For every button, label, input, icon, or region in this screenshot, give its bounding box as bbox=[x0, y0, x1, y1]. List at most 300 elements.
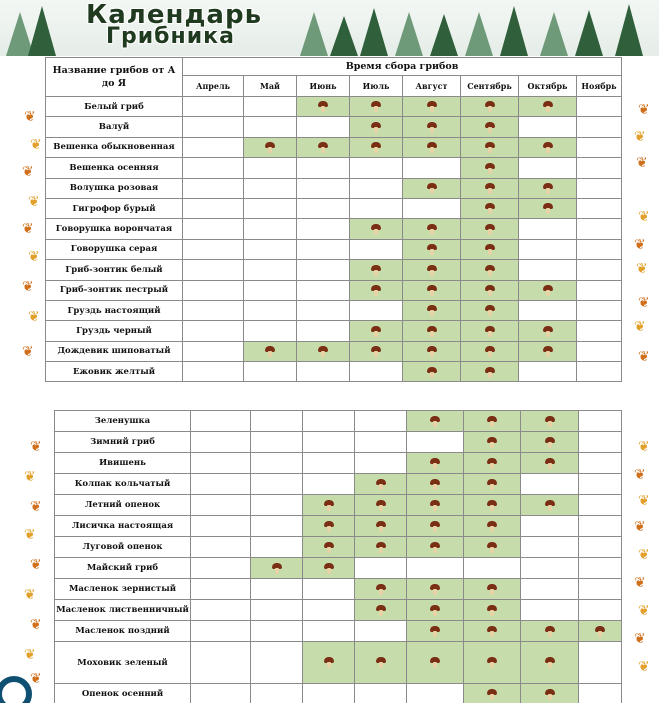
season-cell-active bbox=[464, 621, 521, 642]
season-cell-active bbox=[407, 474, 464, 495]
mushroom-name: Майский гриб bbox=[55, 558, 191, 579]
mushroom-icon bbox=[543, 346, 553, 357]
mushroom-name: Колпак кольчатый bbox=[55, 474, 191, 495]
season-cell-active bbox=[350, 97, 403, 117]
season-cell bbox=[191, 600, 251, 621]
season-cell bbox=[519, 158, 577, 178]
season-cell-active bbox=[350, 321, 403, 341]
season-cell-active bbox=[350, 341, 403, 361]
season-cell-active bbox=[403, 280, 461, 300]
season-cell bbox=[577, 321, 622, 341]
season-cell bbox=[350, 300, 403, 320]
table-row bbox=[46, 178, 622, 198]
mushroom-icon bbox=[487, 500, 497, 511]
mushroom-icon bbox=[272, 563, 282, 574]
season-cell-active bbox=[350, 260, 403, 280]
season-cell-active bbox=[407, 642, 464, 684]
mushroom-icon bbox=[427, 122, 437, 133]
season-cell bbox=[350, 158, 403, 178]
season-cell-active bbox=[461, 239, 519, 259]
mushroom-name: Масленок зернистый bbox=[55, 579, 191, 600]
mushroom-icon bbox=[427, 346, 437, 357]
season-cell bbox=[244, 117, 297, 137]
season-cell bbox=[251, 453, 303, 474]
month-header: Июнь bbox=[297, 76, 350, 97]
season-cell-active bbox=[464, 432, 521, 453]
mushroom-icon bbox=[427, 285, 437, 296]
season-cell bbox=[407, 558, 464, 579]
season-cell bbox=[521, 558, 579, 579]
mushroom-icon bbox=[376, 657, 386, 668]
season-cell bbox=[355, 558, 407, 579]
autumn-leaf-icon: ❦ bbox=[638, 659, 650, 675]
autumn-leaf-icon: ❦ bbox=[30, 439, 42, 455]
autumn-leaf-icon: ❦ bbox=[638, 295, 650, 311]
season-cell bbox=[297, 260, 350, 280]
title-line-2: Грибника bbox=[106, 24, 235, 49]
season-cell-active bbox=[464, 600, 521, 621]
season-cell-active bbox=[464, 537, 521, 558]
mushroom-icon bbox=[427, 244, 437, 255]
mushroom-icon bbox=[485, 122, 495, 133]
season-cell-active bbox=[303, 558, 355, 579]
autumn-leaf-icon: ❦ bbox=[634, 129, 646, 145]
autumn-leaf-icon: ❦ bbox=[22, 164, 34, 180]
season-cell-active bbox=[519, 198, 577, 218]
mushroom-name: Говорушка ворончатая bbox=[46, 219, 183, 239]
autumn-leaf-icon: ❦ bbox=[638, 547, 650, 563]
season-cell bbox=[519, 260, 577, 280]
autumn-leaf-icon: ❦ bbox=[24, 469, 36, 485]
season-cell bbox=[577, 158, 622, 178]
season-cell bbox=[183, 300, 244, 320]
table-row bbox=[46, 260, 622, 280]
season-cell-active bbox=[461, 321, 519, 341]
mushroom-icon bbox=[427, 326, 437, 337]
autumn-leaf-icon: ❦ bbox=[634, 575, 646, 591]
season-cell bbox=[464, 558, 521, 579]
month-header: Июль bbox=[350, 76, 403, 97]
mushroom-icon bbox=[545, 689, 555, 700]
season-cell bbox=[191, 453, 251, 474]
autumn-leaf-icon: ❦ bbox=[636, 155, 648, 171]
mushroom-table-1 bbox=[45, 57, 622, 382]
season-cell-active bbox=[350, 280, 403, 300]
season-cell bbox=[297, 300, 350, 320]
table-row bbox=[46, 198, 622, 218]
season-cell bbox=[579, 411, 622, 432]
mushroom-icon bbox=[324, 500, 334, 511]
title-line-1: Календарь bbox=[86, 0, 263, 30]
season-cell bbox=[579, 516, 622, 537]
mushroom-name: Зимний гриб bbox=[55, 432, 191, 453]
autumn-leaf-icon: ❦ bbox=[638, 493, 650, 509]
calendar-title bbox=[86, 0, 263, 49]
season-cell bbox=[579, 432, 622, 453]
mushroom-icon bbox=[485, 183, 495, 194]
autumn-leaf-icon: ❦ bbox=[638, 439, 650, 455]
season-cell bbox=[579, 453, 622, 474]
mushroom-icon bbox=[371, 285, 381, 296]
season-cell-active bbox=[521, 432, 579, 453]
season-cell bbox=[579, 642, 622, 684]
autumn-leaf-icon: ❦ bbox=[638, 102, 650, 118]
season-cell bbox=[519, 300, 577, 320]
mushroom-icon bbox=[427, 305, 437, 316]
season-cell bbox=[191, 621, 251, 642]
mushroom-icon bbox=[543, 203, 553, 214]
autumn-leaf-icon: ❦ bbox=[24, 109, 36, 125]
mushroom-icon bbox=[376, 542, 386, 553]
season-cell bbox=[183, 239, 244, 259]
autumn-leaf-icon: ❦ bbox=[638, 603, 650, 619]
season-cell-active bbox=[407, 495, 464, 516]
mushroom-icon bbox=[430, 458, 440, 469]
mushroom-icon bbox=[430, 626, 440, 637]
mushroom-icon bbox=[371, 326, 381, 337]
season-cell-active bbox=[355, 495, 407, 516]
season-cell bbox=[191, 516, 251, 537]
season-cell bbox=[183, 117, 244, 137]
mushroom-icon bbox=[265, 346, 275, 357]
season-cell-active bbox=[244, 341, 297, 361]
season-cell bbox=[303, 453, 355, 474]
mushroom-icon bbox=[543, 101, 553, 112]
mushroom-icon bbox=[430, 416, 440, 427]
name-column-header: Название грибов от А до Я bbox=[46, 58, 183, 97]
table-row bbox=[55, 453, 622, 474]
season-cell-active bbox=[403, 239, 461, 259]
season-cell bbox=[577, 137, 622, 157]
season-cell bbox=[297, 280, 350, 300]
season-cell bbox=[251, 537, 303, 558]
month-header: Сентябрь bbox=[461, 76, 519, 97]
season-cell-active bbox=[461, 178, 519, 198]
season-cell-active bbox=[407, 453, 464, 474]
season-cell-active bbox=[464, 642, 521, 684]
season-cell-active bbox=[355, 537, 407, 558]
mushroom-icon bbox=[545, 437, 555, 448]
season-cell-active bbox=[403, 137, 461, 157]
mushroom-icon bbox=[487, 479, 497, 490]
table-row bbox=[55, 432, 622, 453]
season-cell bbox=[251, 579, 303, 600]
autumn-leaf-icon: ❦ bbox=[30, 557, 42, 573]
mushroom-icon bbox=[485, 265, 495, 276]
season-cell bbox=[577, 362, 622, 382]
autumn-leaf-icon: ❦ bbox=[634, 631, 646, 647]
mushroom-icon bbox=[545, 416, 555, 427]
table-row bbox=[46, 362, 622, 382]
mushroom-name: Вешенка обыкновенная bbox=[46, 137, 183, 157]
autumn-leaf-icon: ❦ bbox=[638, 209, 650, 225]
table-row bbox=[55, 495, 622, 516]
season-cell bbox=[521, 600, 579, 621]
season-cell bbox=[251, 495, 303, 516]
season-cell bbox=[577, 219, 622, 239]
season-cell bbox=[579, 600, 622, 621]
season-cell bbox=[355, 453, 407, 474]
season-cell bbox=[191, 432, 251, 453]
mushroom-icon bbox=[545, 458, 555, 469]
mushroom-icon bbox=[543, 142, 553, 153]
mushroom-icon bbox=[487, 437, 497, 448]
mushroom-name: Моховик зеленый bbox=[55, 642, 191, 684]
season-cell bbox=[183, 137, 244, 157]
mushroom-icon bbox=[430, 521, 440, 532]
season-cell bbox=[355, 432, 407, 453]
table-row bbox=[46, 280, 622, 300]
mushroom-icon bbox=[427, 101, 437, 112]
mushroom-table-2 bbox=[54, 410, 622, 703]
season-cell-active bbox=[464, 495, 521, 516]
mushroom-name: Луговой опенок bbox=[55, 537, 191, 558]
season-cell bbox=[297, 362, 350, 382]
season-cell bbox=[521, 474, 579, 495]
mushroom-name: Масленок лиственничный bbox=[55, 600, 191, 621]
season-cell bbox=[183, 341, 244, 361]
mushroom-icon bbox=[543, 326, 553, 337]
mushroom-icon bbox=[545, 657, 555, 668]
mushroom-icon bbox=[376, 500, 386, 511]
mushroom-icon bbox=[430, 657, 440, 668]
mushroom-icon bbox=[427, 265, 437, 276]
season-cell-active bbox=[461, 280, 519, 300]
season-cell-active bbox=[461, 362, 519, 382]
season-cell-active bbox=[461, 260, 519, 280]
mushroom-icon bbox=[324, 657, 334, 668]
mushroom-icon bbox=[430, 542, 440, 553]
mushroom-name: Груздь настоящий bbox=[46, 300, 183, 320]
season-cell-active bbox=[350, 219, 403, 239]
season-cell-active bbox=[407, 579, 464, 600]
season-cell-active bbox=[297, 137, 350, 157]
season-cell bbox=[251, 474, 303, 495]
season-cell-active bbox=[461, 219, 519, 239]
season-cell bbox=[303, 474, 355, 495]
table-row bbox=[46, 300, 622, 320]
mushroom-icon bbox=[485, 203, 495, 214]
season-cell bbox=[244, 239, 297, 259]
autumn-leaf-icon: ❦ bbox=[24, 647, 36, 663]
season-cell-active bbox=[461, 300, 519, 320]
season-cell bbox=[183, 260, 244, 280]
season-cell bbox=[303, 684, 355, 703]
autumn-leaf-icon: ❦ bbox=[634, 519, 646, 535]
season-cell-active bbox=[355, 642, 407, 684]
mushroom-icon bbox=[376, 605, 386, 616]
mushroom-icon bbox=[430, 584, 440, 595]
autumn-leaf-icon: ❦ bbox=[30, 671, 42, 687]
season-cell bbox=[251, 516, 303, 537]
autumn-leaf-icon: ❦ bbox=[636, 261, 648, 277]
mushroom-icon bbox=[545, 500, 555, 511]
mushroom-icon bbox=[430, 605, 440, 616]
season-cell-active bbox=[461, 97, 519, 117]
mushroom-icon bbox=[545, 626, 555, 637]
season-cell-active bbox=[403, 300, 461, 320]
table-row bbox=[55, 621, 622, 642]
calendar-header bbox=[0, 0, 659, 56]
season-cell bbox=[577, 198, 622, 218]
mushroom-icon bbox=[487, 657, 497, 668]
mushroom-name: Ежовик желтый bbox=[46, 362, 183, 382]
season-cell bbox=[579, 495, 622, 516]
table-row bbox=[55, 411, 622, 432]
mushroom-icon bbox=[430, 479, 440, 490]
season-cell bbox=[403, 158, 461, 178]
season-cell-active bbox=[407, 600, 464, 621]
season-cell bbox=[297, 178, 350, 198]
autumn-leaf-icon: ❦ bbox=[22, 344, 34, 360]
mushroom-icon bbox=[318, 142, 328, 153]
season-cell-active bbox=[519, 280, 577, 300]
season-cell bbox=[521, 537, 579, 558]
table-row bbox=[46, 341, 622, 361]
table-row bbox=[46, 219, 622, 239]
table-row bbox=[46, 137, 622, 157]
mushroom-icon bbox=[487, 626, 497, 637]
season-cell bbox=[350, 198, 403, 218]
autumn-leaf-icon: ❦ bbox=[28, 249, 40, 265]
season-cell bbox=[579, 579, 622, 600]
season-cell bbox=[191, 558, 251, 579]
time-header: Время сбора грибов bbox=[183, 58, 622, 76]
season-cell-active bbox=[461, 117, 519, 137]
season-cell bbox=[519, 239, 577, 259]
autumn-leaf-icon: ❦ bbox=[22, 221, 34, 237]
mushroom-icon bbox=[324, 521, 334, 532]
table-row bbox=[55, 600, 622, 621]
season-cell-active bbox=[407, 516, 464, 537]
season-cell-active bbox=[350, 117, 403, 137]
season-cell bbox=[251, 432, 303, 453]
season-cell-active bbox=[403, 362, 461, 382]
season-cell bbox=[244, 280, 297, 300]
season-cell bbox=[577, 239, 622, 259]
mushroom-name: Дождевик шиповатый bbox=[46, 341, 183, 361]
autumn-leaf-icon: ❦ bbox=[28, 194, 40, 210]
mushroom-icon bbox=[371, 101, 381, 112]
autumn-leaf-icon: ❦ bbox=[24, 527, 36, 543]
season-cell bbox=[251, 642, 303, 684]
mushroom-name: Ивишень bbox=[55, 453, 191, 474]
season-cell-active bbox=[355, 600, 407, 621]
autumn-leaf-icon: ❦ bbox=[30, 499, 42, 515]
season-cell bbox=[577, 97, 622, 117]
autumn-leaf-icon: ❦ bbox=[638, 349, 650, 365]
season-cell-active bbox=[464, 579, 521, 600]
mushroom-icon bbox=[485, 346, 495, 357]
season-cell-active bbox=[355, 516, 407, 537]
mushroom-icon bbox=[485, 142, 495, 153]
season-cell-active bbox=[521, 495, 579, 516]
season-cell-active bbox=[297, 97, 350, 117]
autumn-leaf-icon: ❦ bbox=[634, 467, 646, 483]
season-cell bbox=[244, 362, 297, 382]
season-cell bbox=[183, 280, 244, 300]
season-cell bbox=[577, 341, 622, 361]
season-cell bbox=[303, 579, 355, 600]
season-cell bbox=[191, 537, 251, 558]
season-cell bbox=[407, 684, 464, 703]
table-row bbox=[46, 239, 622, 259]
season-cell bbox=[303, 432, 355, 453]
season-cell-active bbox=[403, 178, 461, 198]
season-cell-active bbox=[579, 621, 622, 642]
autumn-leaf-icon: ❦ bbox=[22, 279, 34, 295]
season-cell-active bbox=[521, 642, 579, 684]
season-cell-active bbox=[403, 341, 461, 361]
season-cell bbox=[579, 558, 622, 579]
mushroom-icon bbox=[324, 542, 334, 553]
season-cell bbox=[297, 239, 350, 259]
season-cell bbox=[350, 178, 403, 198]
season-cell-active bbox=[297, 341, 350, 361]
autumn-leaf-icon: ❦ bbox=[30, 137, 42, 153]
month-header: Апрель bbox=[183, 76, 244, 97]
season-cell-active bbox=[303, 537, 355, 558]
mushroom-icon bbox=[485, 244, 495, 255]
season-cell bbox=[191, 579, 251, 600]
season-cell bbox=[350, 239, 403, 259]
season-cell-active bbox=[251, 558, 303, 579]
season-cell bbox=[244, 97, 297, 117]
season-cell-active bbox=[464, 411, 521, 432]
mushroom-icon bbox=[371, 122, 381, 133]
season-cell-active bbox=[403, 321, 461, 341]
mushroom-icon bbox=[427, 183, 437, 194]
season-cell-active bbox=[407, 621, 464, 642]
mushroom-icon bbox=[371, 142, 381, 153]
autumn-leaf-icon: ❦ bbox=[634, 237, 646, 253]
season-cell-active bbox=[407, 537, 464, 558]
mushroom-icon bbox=[427, 142, 437, 153]
mushroom-icon bbox=[427, 224, 437, 235]
season-cell bbox=[191, 474, 251, 495]
season-cell-active bbox=[461, 137, 519, 157]
season-cell bbox=[191, 684, 251, 703]
mushroom-icon bbox=[487, 416, 497, 427]
mushroom-icon bbox=[487, 584, 497, 595]
season-cell bbox=[183, 178, 244, 198]
season-cell-active bbox=[519, 97, 577, 117]
mushroom-name: Говорушка серая bbox=[46, 239, 183, 259]
season-cell bbox=[577, 178, 622, 198]
mushroom-name: Груздь черный bbox=[46, 321, 183, 341]
season-cell bbox=[577, 260, 622, 280]
season-cell bbox=[244, 178, 297, 198]
season-cell bbox=[183, 362, 244, 382]
season-cell-active bbox=[303, 495, 355, 516]
table-row bbox=[55, 558, 622, 579]
mushroom-icon bbox=[485, 224, 495, 235]
mushroom-icon bbox=[324, 563, 334, 574]
mushroom-name: Летний опенок bbox=[55, 495, 191, 516]
season-cell-active bbox=[403, 219, 461, 239]
season-cell bbox=[191, 642, 251, 684]
autumn-leaf-icon: ❦ bbox=[28, 309, 40, 325]
mushroom-icon bbox=[487, 521, 497, 532]
season-cell bbox=[191, 495, 251, 516]
season-cell bbox=[303, 621, 355, 642]
mushroom-icon bbox=[485, 367, 495, 378]
season-cell bbox=[251, 411, 303, 432]
season-cell-active bbox=[521, 411, 579, 432]
mushroom-icon bbox=[427, 367, 437, 378]
mushroom-name: Гриб-зонтик белый bbox=[46, 260, 183, 280]
season-cell bbox=[183, 219, 244, 239]
